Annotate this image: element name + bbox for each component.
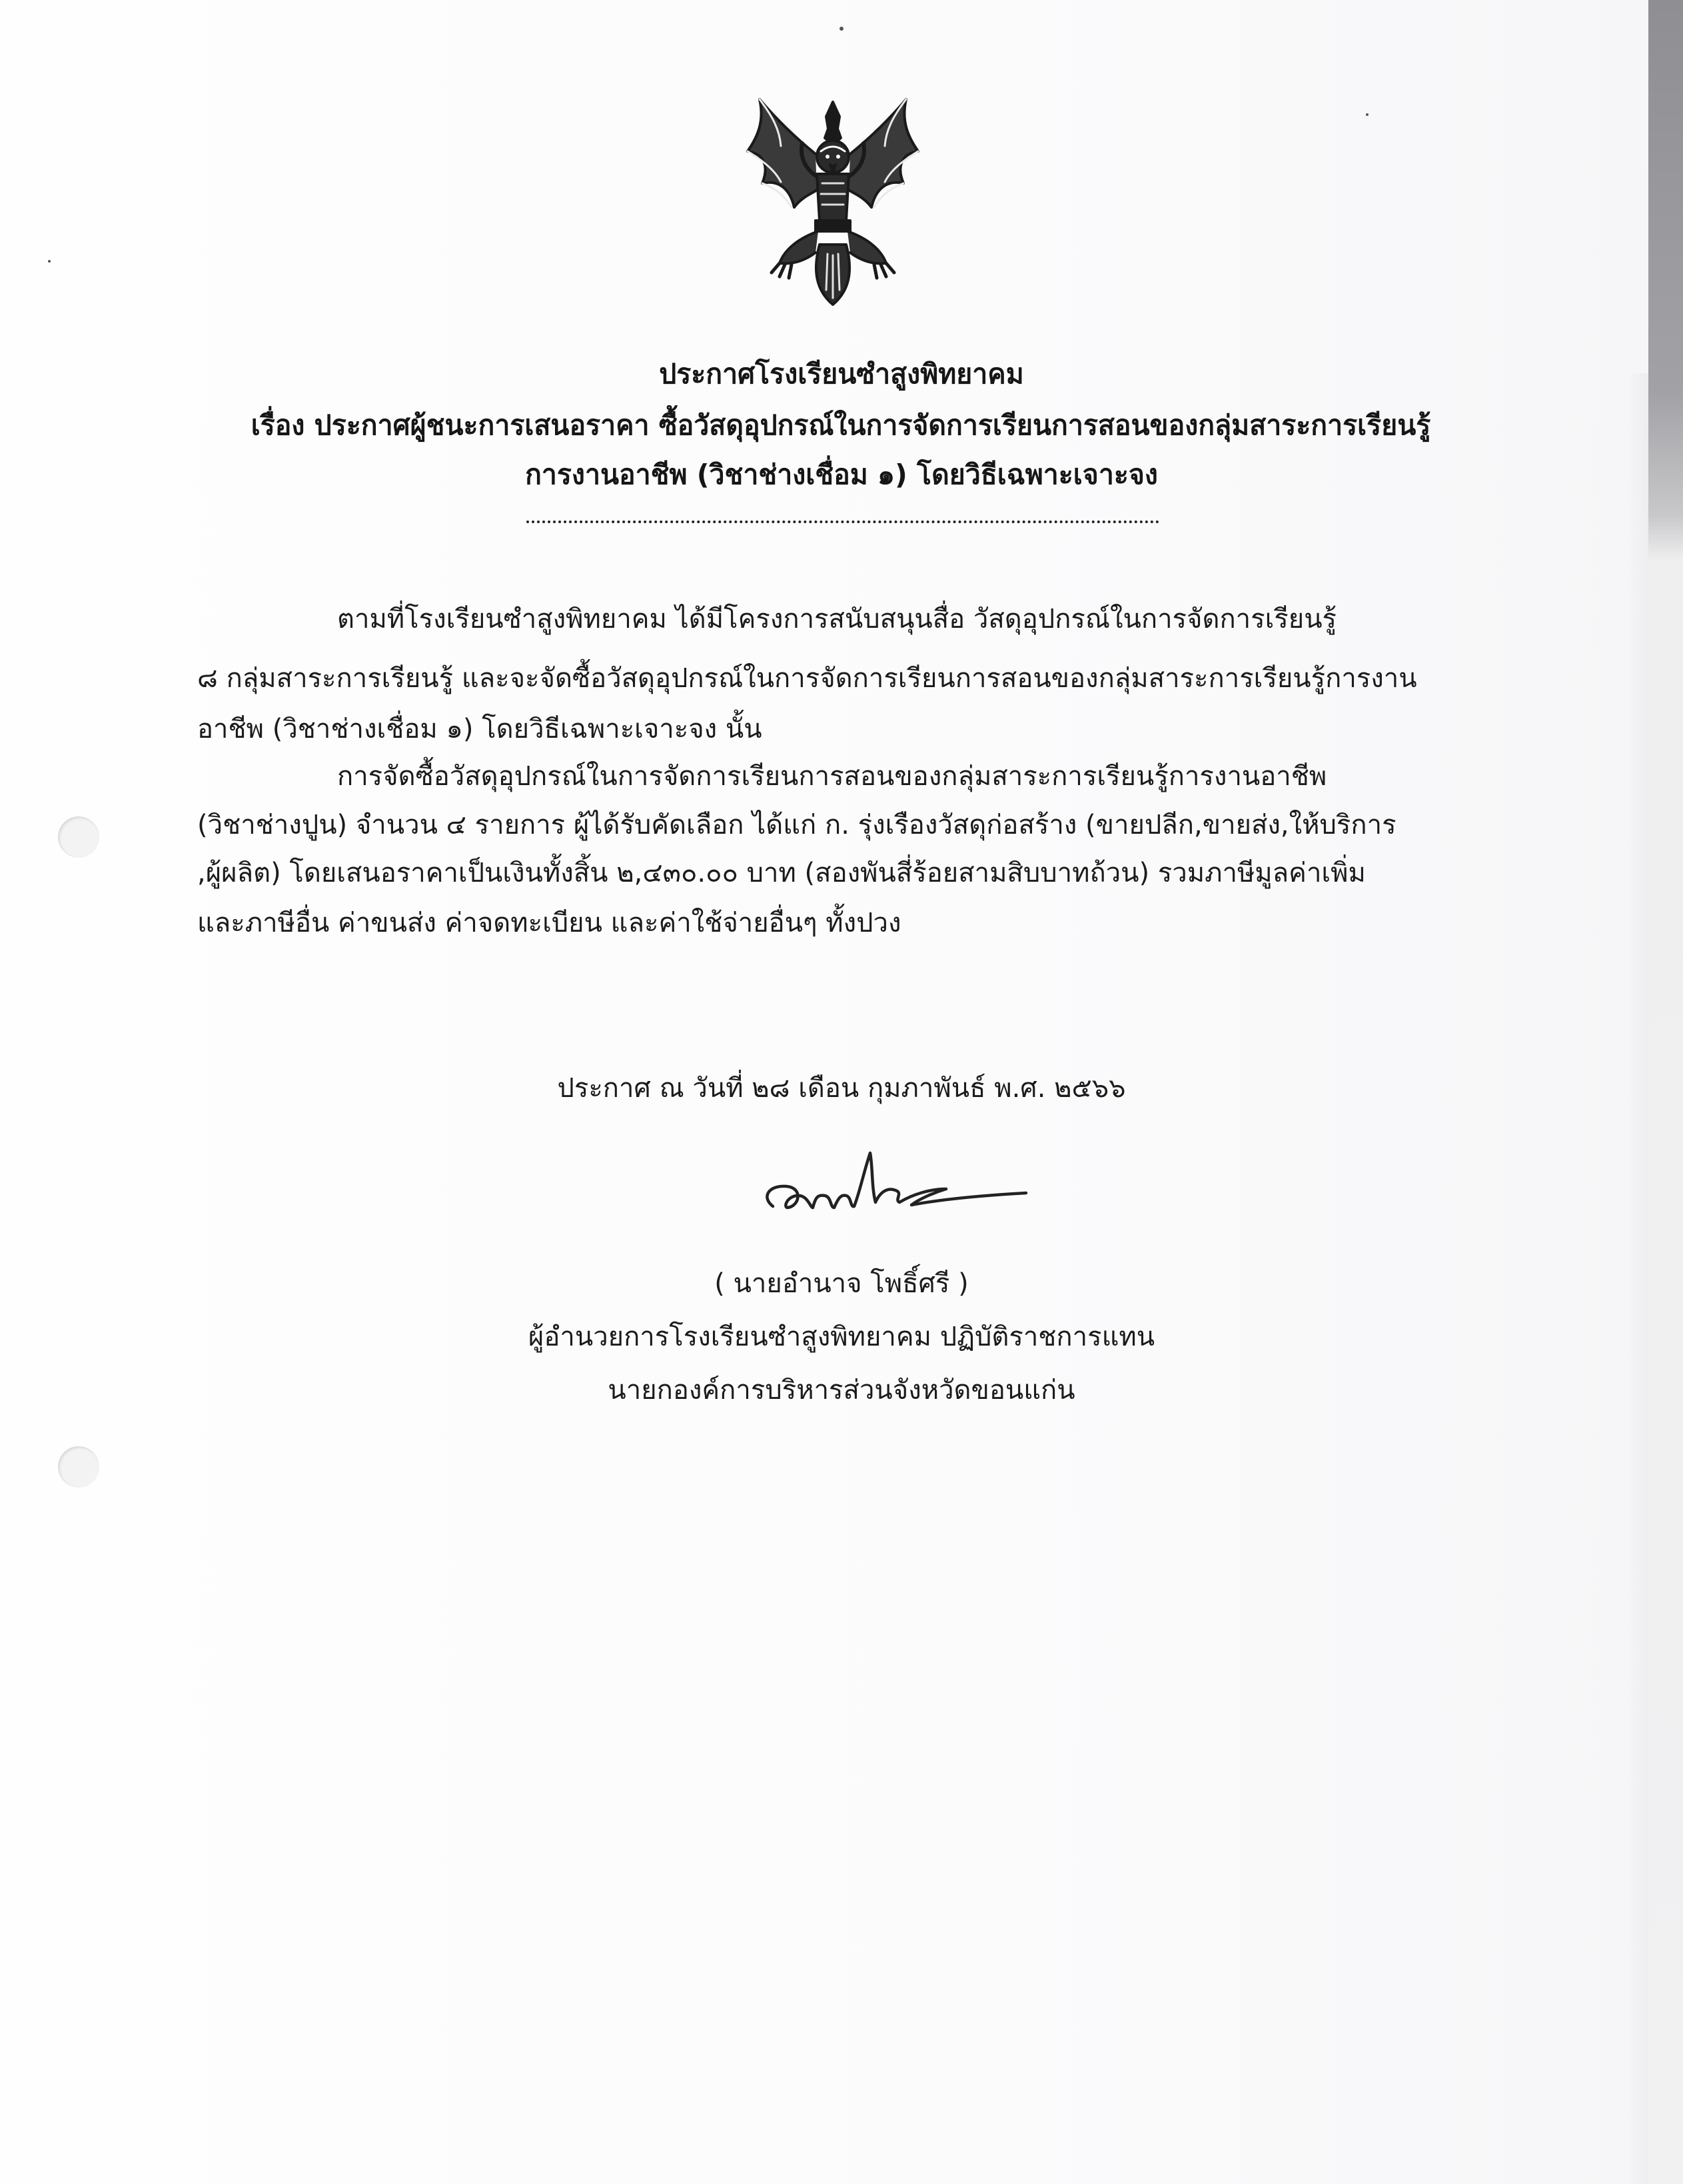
paragraph-2-line-2: (วิชาช่างปูน) จำนวน ๔ รายการ ผู้ได้รับคัดเลือก ได้แก่ ก. รุ่งเรืองวัสดุก่อสร้าง (ขายปลีก,ขายส่ง,ให้บริการ [197, 810, 1397, 840]
signatory-position-1: ผู้อำนวยการโรงเรียนซำสูงพิทยาคม ปฏิบัติราชการแทน [528, 1322, 1155, 1352]
scan-speck [840, 27, 843, 31]
paragraph-1-line-3: อาชีพ (วิชาช่างเชื่อม ๑) โดยวิธีเฉพาะเจาะจง นั้น [197, 714, 762, 744]
paragraph-2-line-3: ,ผู้ผลิต) โดยเสนอราคาเป็นเงินทั้งสิ้น ๒,๔๓๐.๐๐ บาท (สองพันสี่ร้อยสามสิบบาทถ้วน) รวมภาษีมูลค่าเพิ่ม [197, 858, 1366, 888]
signatory-position-2: นายกองค์การบริหารส่วนจังหวัดขอนแก่น [608, 1375, 1075, 1406]
paragraph-2-line-1: การจัดซื้อวัสดุอุปกรณ์ในการจัดการเรียนการสอนของกลุ่มสาระการเรียนรู้การงานอาชีพ [337, 761, 1327, 792]
signatory-name: ( นายอำนาจ โพธิ์ศรี ) [714, 1268, 969, 1299]
paragraph-1-line-1: ตามที่โรงเรียนซำสูงพิทยาคม ได้มีโครงการสนับสนุนสื่อ วัสดุอุปกรณ์ในการจัดการเรียนรู้ [337, 604, 1337, 634]
heading-divider [526, 521, 1159, 523]
document-title: ประกาศโรงเรียนซำสูงพิทยาคม [659, 358, 1024, 390]
document-subject-line-2: การงานอาชีพ (วิชาช่างเชื่อม ๑) โดยวิธีเฉพาะเจาะจง [525, 459, 1158, 491]
announcement-date: ประกาศ ณ วันที่ ๒๘ เดือน กุมภาพันธ์ พ.ศ. ๒๕๖๖ [557, 1073, 1126, 1104]
punch-hole-bottom [58, 1446, 99, 1488]
garuda-emblem-icon [733, 90, 933, 310]
paragraph-1-line-2: ๘ กลุ่มสาระการเรียนรู้ และจะจัดซื้อวัสดุอุปกรณ์ในการจัดการเรียนการสอนของกลุ่มสาระการเรียนรู้การงาน [197, 663, 1417, 694]
paragraph-2-line-4: และภาษีอื่น ค่าขนส่ง ค่าจดทะเบียน และค่าใช้จ่ายอื่นๆ ทั้งปวง [197, 908, 901, 938]
document-subject-line-1: เรื่อง ประกาศผู้ชนะการเสนอราคา ซื้อวัสดุอุปกรณ์ในการจัดการเรียนการสอนของกลุ่มสาระการเรียนรู้ [251, 409, 1431, 441]
scan-speck [1366, 113, 1369, 116]
scan-speck [48, 260, 51, 263]
handwritten-signature [746, 1133, 1059, 1240]
punch-hole-top [58, 816, 99, 858]
